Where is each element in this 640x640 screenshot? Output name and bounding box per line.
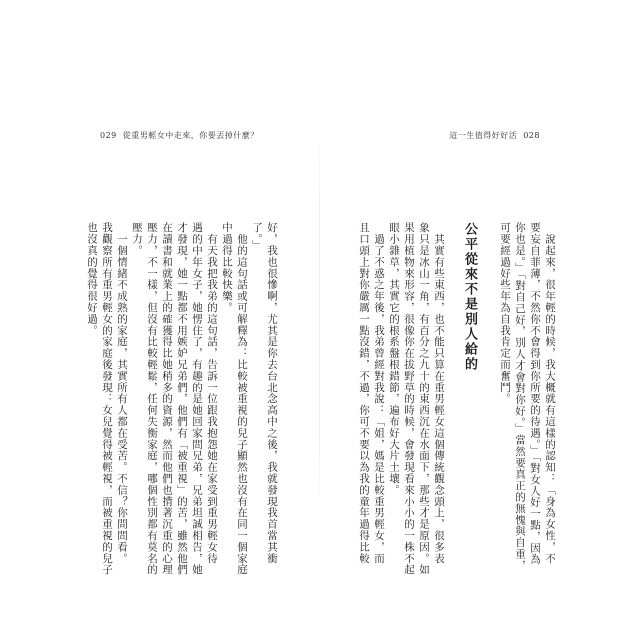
right-page-number: 028 [523, 131, 540, 140]
body-text-line: 了。」 [251, 222, 263, 251]
body-text-line: 壓力，不一樣，但沒有比較輕鬆，任何失衡家庭，哪個性別都有莫名的 [146, 222, 158, 576]
section-heading: 公平從來不是別人給的 [462, 222, 477, 372]
body-text-line: 其實有些東西，也不能只算在重男輕女這個傳統觀念頭上，很多表 [433, 222, 445, 564]
body-text-line: 壓力。 [131, 222, 143, 257]
body-text-line: 有天我把我弟的這句話，告訴一位跟我抱怨她在家受到重男輕女待 [206, 222, 218, 564]
body-text-line: 可要經過好些年為自我肯定而奮鬥。 [499, 222, 511, 405]
right-page-header [449, 130, 540, 141]
body-text-line: 眼小雜草，其實它的根系盤根錯節，遍布好大片土壤。 [388, 222, 400, 496]
page-gutter [319, 126, 320, 516]
body-text-line: 好，我也很慘啊，尤其是你去台北念高中之後，我就發現我首當其衝 [266, 222, 278, 564]
body-text-line: 中過得比較快樂。 [221, 222, 233, 314]
right-running-title: 這一生值得好好活 [449, 131, 518, 140]
left-page-header [100, 130, 259, 141]
left-page-number: 029 [100, 131, 117, 140]
body-text-line: 要妄自菲薄，不然你不會得到你所要的待遇。」「對女人好一點，因為 [529, 222, 541, 565]
body-text-line: 他的這句話或可解釋為：比較被重視的兒子顯然也沒有在同一個家庭 [236, 222, 248, 576]
body-text-line: 遇的中年女子，她愣住了，有趣的是她回家問兄弟，兄弟坦誠相告，她 [191, 222, 203, 576]
body-text-line: 你也是。」「對自己好，別人才會對你好。」當然要真正的無愧與自重， [514, 222, 526, 572]
body-text-line: 在讀書和就業上的確獲得比她稍多的資源，然而他們也揹著沉重的心理 [161, 222, 173, 576]
body-text-line: 過了不惑之年後，我弟曾經對我說：「姐，媽是比較重男輕女，而 [373, 222, 385, 564]
body-text-line: 說起來，很年輕的時候，我大概就有這樣的認知：「身為女性，不 [544, 222, 556, 564]
left-running-title: 從重男輕女中走來，你要丟掉什麼？ [122, 131, 259, 140]
body-text-line: 也沒真的覺得很好過。 [86, 222, 98, 336]
body-text-line: 我觀察所有重男輕女的家庭後發現：女兒覺得被輕視，而被重視的兒子 [101, 222, 113, 576]
body-text-line: 象只是冰山一角，有百分之九十的東西沉在水面下，那些才是原因。如 [418, 222, 430, 576]
body-text-line: 且口頭上對你嚴厲一點沒錯，不過，你可不要以為我的童年過得比較 [358, 222, 370, 564]
body-text-line: 果用植物來形容，很像你在拔野草的時候，會發現看來小小的一株不起 [403, 222, 415, 576]
body-text-line: 一個情緒不成熟的家庭，其實所有人都在受苦。不信？你問問看。 [116, 222, 128, 564]
body-text-line: 才發現，她一點都不用嫉妒兄弟們，他們有「被重視」的苦，雖然他們 [176, 222, 188, 576]
